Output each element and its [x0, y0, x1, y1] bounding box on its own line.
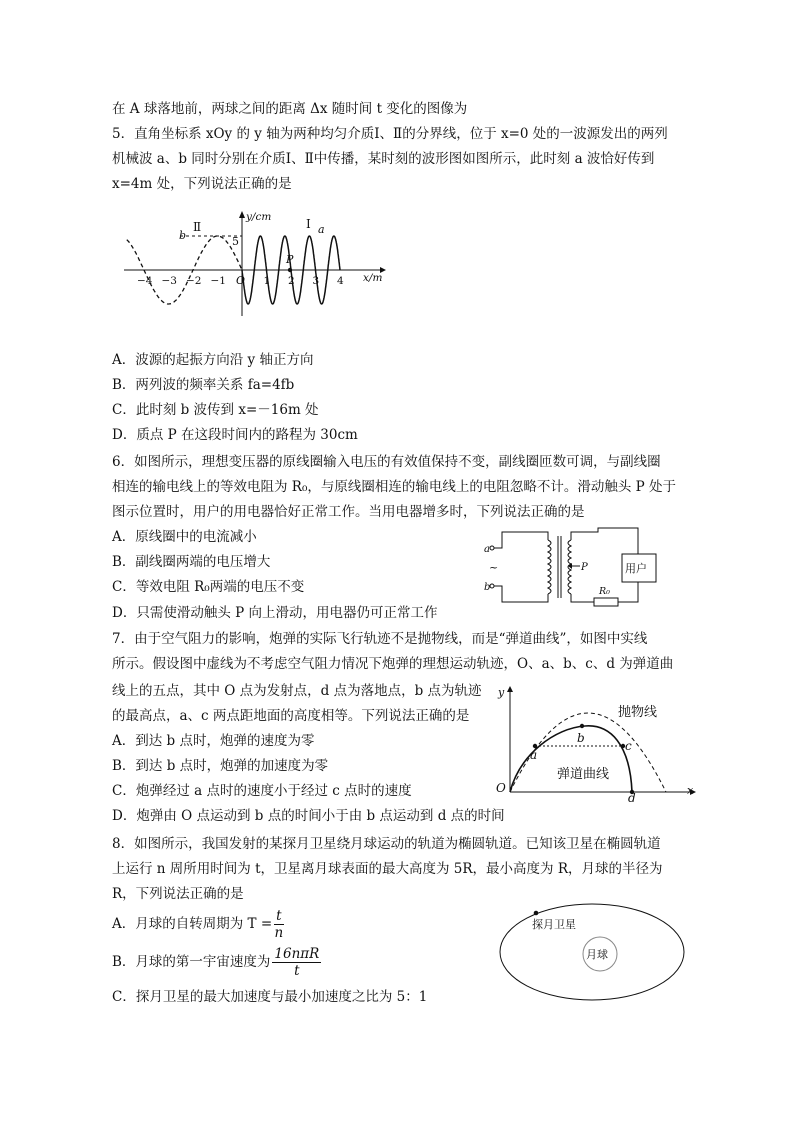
q8-option-b-fraction: [272, 946, 321, 979]
origin-label: O: [236, 274, 246, 287]
q5-stem-2: 机械波 a、b 同时分别在介质Ⅰ、Ⅱ中传播，某时刻的波形图如图所示，此时刻 a 波恰好传到: [112, 151, 655, 167]
prev-question-tail: 在 A 球落地前，两球之间的距离 Δx 随时间 t 变化的图像为: [112, 101, 468, 117]
resistor-label: R₀: [599, 586, 610, 597]
secondary-return-wire: [618, 582, 638, 602]
wave-figure: [118, 206, 393, 325]
y-axis-arrow: [239, 211, 245, 218]
q5-stem-3: x=4m 处，下列说法正确的是: [112, 176, 292, 192]
x-tick-label: −4: [137, 275, 153, 287]
q7-stem-4: 的最高点，a、c 两点距地面的高度相等。下列说法正确的是: [112, 708, 470, 724]
secondary-bottom-wire: [571, 594, 594, 602]
x-axis-label: x/m: [363, 272, 383, 284]
q7-option-b[interactable]: B．到达 b 点时，炮弹的加速度为零: [112, 758, 329, 774]
q5-option-c[interactable]: C．此时刻 b 波传到 x=－16m 处: [112, 402, 319, 418]
y-axis-label: y/cm: [246, 211, 272, 223]
y-axis-arrow: [507, 686, 513, 692]
q6-option-c[interactable]: C．等效电阻 R₀两端的电压不变: [112, 579, 305, 595]
x-tick-label: −2: [186, 275, 202, 287]
point-d-label: d: [628, 791, 636, 802]
q8-stem-2: 上运行 n 周所用时间为 t，卫星离月球表面的最大高度为 5R，最小高度为 R，月球的半径为: [112, 861, 663, 877]
y-axis-label: y: [498, 686, 505, 699]
q5-option-b[interactable]: B．两列波的频率关系 fa=4fb: [112, 377, 295, 393]
q6-option-a[interactable]: A．原线圈中的电流减小: [112, 529, 257, 545]
q8-option-b[interactable]: [112, 944, 323, 980]
point-a-label: a: [530, 748, 538, 762]
fraction-denominator: n: [274, 925, 284, 941]
ac-symbol: ~: [489, 561, 499, 574]
orbit-figure: [496, 900, 692, 1010]
point-c-label: c: [625, 739, 632, 753]
wave-b-label: b: [179, 229, 187, 242]
satellite-label: 探月卫星: [532, 918, 576, 931]
fraction-denominator: t: [294, 963, 300, 979]
fraction-numerator: t: [276, 908, 282, 924]
q6-stem-2: 相连的输电线上的等效电阻为 R₀，与原线圈相连的输电线上的电阻忽略不计。滑动触头 P 处于: [112, 479, 677, 495]
q8-option-a-text: A．月球的自转周期为 T =: [112, 916, 273, 932]
terminal-b-dot: [490, 584, 494, 588]
terminal-a-dot: [490, 546, 494, 550]
x-tick-label: 1: [263, 275, 271, 287]
terminal-a-label: a: [484, 544, 490, 555]
trajectory-figure: [490, 684, 700, 806]
x-axis-label: x: [687, 784, 694, 797]
q6-stem-3: 图示位置时，用户的用电器恰好正常工作。当用电器增多时，下列说法正确的是: [112, 504, 585, 520]
parabola-label: 抛物线: [618, 705, 658, 720]
q7-option-c[interactable]: C．炮弹经过 a 点时的速度小于经过 c 点时的速度: [112, 783, 412, 799]
q7-option-d[interactable]: D．炮弹由 O 点运动到 b 点的时间小于由 b 点运动到 d 点的时间: [112, 808, 505, 824]
fraction-numerator: 16nπR: [274, 946, 320, 962]
medium-1-label: Ⅰ: [306, 217, 311, 231]
ballistic-label: 弹道曲线: [557, 767, 610, 782]
x-tick-label: 3: [312, 275, 320, 287]
q6-option-b[interactable]: B．副线圈两端的电压增大: [112, 554, 271, 570]
user-label: 用户: [625, 562, 647, 575]
point-p-marker: [288, 268, 292, 272]
wave-a-label: a: [318, 223, 325, 236]
point-p-label: P: [286, 253, 294, 266]
q8-stem-3: R，下列说法正确的是: [112, 886, 244, 902]
primary-coil: [548, 540, 551, 594]
origin-label: O: [496, 781, 506, 795]
primary-bottom-wire: [494, 586, 548, 602]
q5-option-d[interactable]: D．质点 P 在这段时间内的路程为 30cm: [112, 427, 358, 443]
q8-option-c[interactable]: C．探月卫星的最大加速度与最小加速度之比为 5：1: [112, 989, 428, 1005]
q8-option-b-text: B．月球的第一宇宙速度为: [112, 954, 271, 970]
x-tick-label: −1: [210, 275, 226, 287]
moon-label: 月球: [586, 948, 608, 961]
medium-2-label: Ⅱ: [193, 220, 202, 234]
x-tick-label: −3: [161, 275, 177, 287]
secondary-top-wire: [571, 528, 638, 554]
amplitude-label: 5: [232, 235, 239, 248]
transformer-circuit-figure: [482, 526, 672, 612]
q6-stem-1: 6．如图所示，理想变压器的原线圈输入电压的有效值保持不变，副线圈匝数可调，与副线圈: [112, 454, 661, 470]
q6-option-d[interactable]: D．只需使滑动触头 P 向上滑动，用电器仍可正常工作: [112, 605, 438, 621]
slider-label: P: [581, 562, 588, 573]
q8-option-a[interactable]: [112, 906, 286, 942]
q7-stem-1: 7．由于空气阻力的影响，炮弹的实际飞行轨迹不是抛物线，而是“弹道曲线”，如图中实线: [112, 631, 648, 647]
resistor-r0: [594, 598, 618, 606]
point-b-label: b: [577, 731, 585, 745]
q7-option-a[interactable]: A．到达 b 点时，炮弹的速度为零: [112, 733, 315, 749]
q7-stem-3: 线上的五点，其中 O 点为发射点，d 点为落地点，b 点为轨迹: [112, 683, 482, 699]
q5-stem-1: 5．直角坐标系 xOy 的 y 轴为两种均匀介质Ⅰ、Ⅱ的分界线，位于 x=0 处的一波源发出的两列: [112, 126, 668, 142]
terminal-b-label: b: [484, 582, 491, 593]
q8-option-a-fraction: [274, 908, 283, 941]
point-b-marker: [580, 724, 584, 728]
q7-stem-2: 所示。假设图中虚线为不考虑空气阻力情况下炮弹的理想运动轨迹，O、a、b、c、d 为弹道曲: [112, 656, 674, 672]
satellite-marker: [534, 911, 539, 916]
q5-option-a[interactable]: A．波源的起振方向沿 y 轴正方向: [112, 352, 314, 368]
q8-stem-1: 8．如图所示，我国发射的某探月卫星绕月球运动的轨道为椭圆轨道。已知该卫星在椭圆轨道: [112, 836, 661, 852]
x-tick-label: 4: [337, 275, 344, 287]
x-tick-label: 2: [288, 275, 295, 287]
primary-top-wire: [494, 532, 548, 548]
